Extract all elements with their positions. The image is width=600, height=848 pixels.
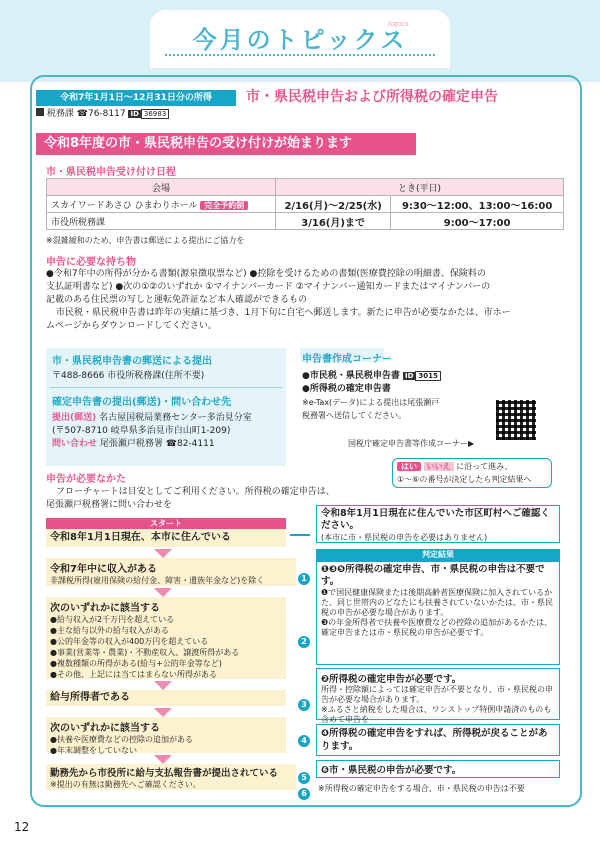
page-title: 今月のトピックス (192, 26, 408, 54)
date-cell: 3/16(月)まで (276, 213, 391, 230)
result-note: ❶で国民健康保険または後期高齢者医療保険に加入されているかた、同じ世帯内のどなたにも扶養されていないかたは、市・県民税の申告が必要な場合があります。 (321, 588, 553, 617)
venue-cell (47, 196, 276, 213)
flow-q3 (46, 597, 286, 679)
items-heading: 申告に必要な持ち物 (46, 257, 136, 268)
dept-phone: ☎76-8117 (76, 109, 126, 119)
corner-item: ●所得税の確定申告書 (302, 384, 391, 394)
mail-heading: 市・県民税申告書の郵送による提出 (52, 356, 212, 367)
result-marker: 4 (298, 728, 310, 747)
nta-link[interactable]: 国税庁確定申告書等作成コーナー▶ (348, 439, 475, 448)
corner-note: ※e-Tax(データ)による提出は尾張瀬戸 (302, 398, 440, 407)
dept-name: 税務課 (46, 109, 74, 119)
flow-q5 (46, 717, 286, 753)
flow-q2-title: 令和7年中に収入がある (50, 564, 157, 575)
page-subtitle: topics (388, 20, 409, 28)
result-marker: 1 (298, 566, 310, 585)
result-marker: 5 (298, 765, 310, 784)
list-item: ●事業(営業等・農業)・不動産収入、譲渡所得がある (50, 648, 240, 657)
connector-line (290, 534, 310, 536)
kakutei-heading: 確定申告書の提出(郵送)・問い合わせ先 (52, 397, 232, 408)
yes-tag: はい (397, 462, 421, 471)
schedule-heading: 市・県民税申告受け付け日程 (46, 167, 176, 178)
date-cell: 2/16(月)〜2/25(水) (276, 196, 391, 213)
result-marker: 6 (298, 781, 310, 800)
items-line: 記載のある住民票の写しと運転免許証など本人確認ができるもの (46, 295, 308, 305)
result-4 (316, 724, 560, 756)
hint-text: ①〜⑥の番号が決定したら判定結果へ (397, 475, 532, 484)
flow-q3-list (50, 614, 282, 680)
flow-q6 (46, 764, 296, 790)
col-time: とき(平日) (276, 179, 564, 196)
flow-q4: 給与所得者である (46, 690, 286, 706)
flow-q1: 令和8年1月1日現在、本市に住んでいる (46, 529, 286, 547)
flow-heading: 申告が必要なかた (46, 474, 126, 485)
arrow-down-icon (154, 708, 172, 717)
table-row (47, 196, 564, 213)
table-row (47, 213, 564, 230)
list-item: ●複数種類の所得がある(給与+公的年金等など) (50, 659, 222, 668)
result-marker: 2 (298, 629, 310, 648)
flow-hint (392, 458, 552, 488)
items-para: 市民税・県民税申告書は昨年の実績に基づき、1月下旬に自宅へ郵送します。新たに申告が必要なかたは、市ホー (56, 308, 511, 318)
result-footnote: ※所得税の確定申告をする場合、市・県民税の申告は不要 (318, 784, 525, 793)
flow-q5-title: 次のいずれかに該当する (50, 723, 160, 734)
corner-item: ●市民税・県民税申告書 (302, 371, 400, 381)
result-marker: 3 (298, 692, 310, 711)
items-para: ムページからダウンロードしてください。 (46, 321, 217, 331)
submit-label: 提出(郵送) (52, 413, 97, 423)
flow-q2 (46, 558, 296, 586)
venue-name: スカイワードあさひ ひまわりホール (51, 200, 198, 211)
corner-heading: 申告書作成コーナー (302, 354, 392, 365)
result-6-title: ❻市・県民税の申告が必要です。 (321, 765, 462, 776)
id-value: 36983 (141, 109, 169, 119)
section-title: 市・県民税申告および所得税の確定申告 (246, 89, 498, 105)
id-badge: ID (405, 372, 414, 380)
results-head: 判定結果 (316, 549, 560, 561)
list-item: ●扶養や医療費などの控除の追加がある (50, 735, 193, 744)
flow-intro-line: 尾張瀬戸税務署に問い合わせを (46, 500, 173, 510)
result-2-title: ❷所得税の確定申告が必要です。 (321, 674, 462, 685)
arrow-down-icon (154, 681, 172, 690)
title-underline (165, 54, 435, 56)
page-number: 12 (14, 820, 30, 834)
reservation-tag: 完全予約制 (200, 201, 248, 210)
result-out (316, 505, 560, 543)
flow-q6-title: 勤務先から市役所に給与支払報告書が提出されている (50, 768, 279, 779)
result-4-title: ❹所得税の確定申告をすれば、所得税が戻ることがあります。 (321, 728, 548, 752)
period-label: 令和7年1月1日〜12月31日分の所得 (36, 90, 236, 106)
arrow-down-icon (154, 549, 172, 558)
list-item: ●給与収入が2千万円を超えている (50, 615, 175, 624)
arrow-down-icon (154, 588, 172, 597)
office-name: 名古屋国税局業務センター多治見分室 (99, 413, 252, 423)
result-note: ※ふるさと納税をした場合は、ワンストップ特例申請済のものも含めて申告を (321, 705, 552, 724)
list-item: ●年末調整をしていない (50, 746, 137, 755)
result-135 (316, 561, 560, 665)
contact-value: 尾張瀬戸税務署 ☎82-4111 (99, 439, 215, 449)
flow-q2-sub: 非課税所得(雇用保険の給付金、障害・遺族年金など)を除く (50, 576, 265, 585)
flow-intro (46, 486, 335, 512)
mail-body: 〒488-8666 市役所税務課(住所不要) (52, 371, 205, 381)
time-cell: 9:30〜12:00、13:00〜16:00 (391, 196, 564, 213)
flow-q6-note: ※提出の有無は勤務先へご確認ください。 (50, 780, 201, 789)
no-tag: いいえ (424, 462, 454, 471)
schedule-note: ※混雑緩和のため、申告書は郵送による提出にご協力を (46, 236, 245, 245)
kakutei-body (52, 412, 284, 451)
id-value: 3015 (415, 371, 440, 381)
result-note: ❸の年金所得者で扶養や医療費などの控除の追加があるかたは、確定申告または市・県民税の申告が必要です。 (321, 618, 553, 637)
dept-line (36, 108, 169, 121)
result-out-title: 令和8年1月1日現在に住んでいた市区町村へご確認ください。 (321, 508, 550, 531)
result-6 (316, 760, 560, 778)
id-badge: ID (130, 110, 139, 118)
hint-text: に沿って進み、 (456, 462, 513, 471)
list-item: ●その他、上記には当てはまらない所得がある (50, 670, 217, 679)
banner: 令和8年度の市・県民税申告の受け付けが始まります (36, 133, 416, 155)
result-2 (316, 668, 560, 724)
items-line: ●令和7年中の所得が分かる書類(源泉徴収票など) ●控除を受けるための書類(医療費控除の明細書、保険料の (46, 269, 486, 279)
flow-q3-title: 次のいずれかに該当する (50, 603, 160, 614)
result-note: 所得・控除額によっては確定申告が不要となり、市・県民税の申告が必要な場合があります。 (321, 685, 553, 704)
building-icon (36, 108, 44, 116)
venue-cell: 市役所税務課 (47, 213, 276, 230)
items-line: 支払証明書など) ●次の①②のいずれか ①マイナンバーカード ②マイナンバー通知カードまたはマイナンバーの (46, 282, 491, 292)
list-item: ●主な給与以外の給与収入がある (50, 626, 169, 635)
qr-code-icon[interactable] (496, 400, 536, 440)
table-header-row (47, 179, 564, 196)
divider (50, 387, 282, 388)
flow-start: スタート (46, 518, 286, 529)
arrow-down-icon (154, 755, 172, 764)
list-item: ●公的年金等の収入が400万円を超えている (50, 637, 209, 646)
office-address: (〒507-8710 岐阜県多治見市白山町1-209) (52, 426, 231, 436)
corner-note: 税務署へ送信してください。 (302, 411, 406, 420)
col-venue: 会場 (47, 179, 276, 196)
result-out-note: (本市に市・県民税の申告を必要はありません) (321, 533, 488, 542)
flow-intro-line: フローチャートは目安としてご利用ください。所得税の確定申告は、 (56, 487, 335, 497)
items-text (46, 268, 564, 333)
result-135-title: ❶❸❺所得税の確定申告、市・県民税の申告は不要です。 (321, 564, 545, 587)
schedule-table (46, 178, 564, 230)
contact-label: 問い合わせ (52, 439, 98, 449)
time-cell: 9:00〜17:00 (391, 213, 564, 230)
